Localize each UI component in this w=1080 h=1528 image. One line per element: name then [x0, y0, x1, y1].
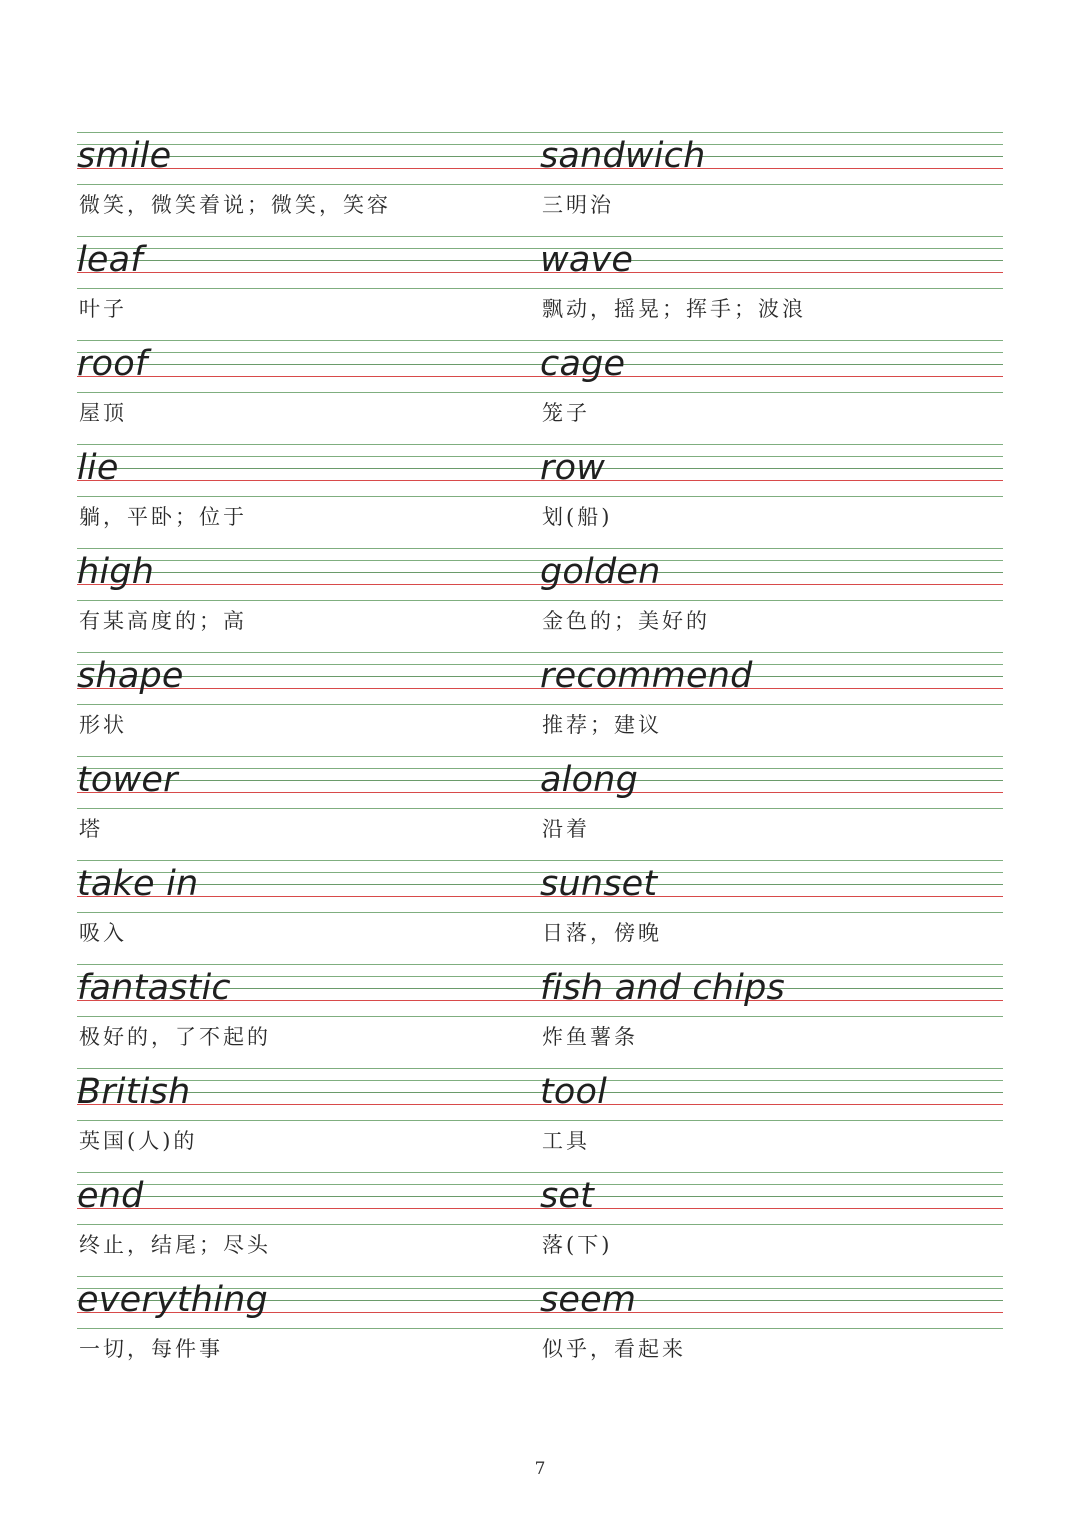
- chinese-meaning: 飘动，摇晃；挥手；波浪: [542, 297, 806, 321]
- guide-line: [77, 392, 1003, 393]
- english-word: fish and chips: [540, 968, 785, 1008]
- guide-line: [77, 288, 1003, 289]
- guide-line: [77, 444, 1003, 445]
- english-word: row: [540, 448, 606, 488]
- guide-line: [77, 756, 1003, 757]
- guide-line: [77, 1172, 1003, 1173]
- page-number: 7: [534, 1459, 546, 1479]
- guide-line: [77, 1120, 1003, 1121]
- guide-line: [77, 600, 1003, 601]
- guide-line: [77, 1224, 1003, 1225]
- guide-line: [77, 548, 1003, 549]
- vocab-row-3: [77, 340, 1003, 444]
- english-word: sandwich: [540, 136, 706, 176]
- chinese-meaning: 一切，每件事: [79, 1337, 223, 1361]
- chinese-meaning: 吸入: [79, 921, 127, 945]
- english-word: set: [540, 1176, 595, 1216]
- chinese-meaning: 终止，结尾；尽头: [79, 1233, 271, 1257]
- chinese-meaning: 屋顶: [79, 401, 127, 425]
- english-word: take in: [77, 864, 199, 904]
- chinese-meaning: 日落，傍晚: [542, 921, 662, 945]
- english-word: tower: [77, 760, 178, 800]
- vocab-row-2: [77, 236, 1003, 340]
- english-word: leaf: [77, 240, 143, 280]
- guide-line: [77, 964, 1003, 965]
- vocab-row-7: [77, 756, 1003, 860]
- english-word: wave: [540, 240, 634, 280]
- chinese-meaning: 极好的，了不起的: [79, 1025, 271, 1049]
- vocab-row-5: [77, 548, 1003, 652]
- vocab-row-11: [77, 1172, 1003, 1276]
- chinese-meaning: 划(船): [542, 505, 613, 529]
- chinese-meaning: 炸鱼薯条: [542, 1025, 638, 1049]
- chinese-meaning: 金色的；美好的: [542, 609, 710, 633]
- english-word: lie: [77, 448, 119, 488]
- chinese-meaning: 落(下): [542, 1233, 613, 1257]
- english-word: roof: [77, 344, 148, 384]
- chinese-meaning: 工具: [542, 1129, 590, 1153]
- guide-line: [77, 808, 1003, 809]
- guide-line: [77, 1328, 1003, 1329]
- chinese-meaning: 笼子: [542, 401, 590, 425]
- english-word: fantastic: [77, 968, 231, 1008]
- chinese-meaning: 沿着: [542, 817, 590, 841]
- english-word: tool: [540, 1072, 608, 1112]
- guide-line: [77, 1068, 1003, 1069]
- vocab-row-1: [77, 132, 1003, 236]
- vocab-row-10: [77, 1068, 1003, 1172]
- english-word: smile: [77, 136, 172, 176]
- chinese-meaning: 塔: [79, 817, 103, 841]
- guide-line: [77, 704, 1003, 705]
- english-word: shape: [77, 656, 184, 696]
- guide-line: [77, 860, 1003, 861]
- guide-line: [77, 184, 1003, 185]
- vocab-row-12: [77, 1276, 1003, 1380]
- english-word: recommend: [540, 656, 753, 696]
- guide-line: [77, 132, 1003, 133]
- chinese-meaning: 英国(人)的: [79, 1129, 198, 1153]
- chinese-meaning: 有某高度的；高: [79, 609, 247, 633]
- chinese-meaning: 形状: [79, 713, 127, 737]
- english-word: end: [77, 1176, 144, 1216]
- english-word: high: [77, 552, 155, 592]
- guide-line: [77, 236, 1003, 237]
- guide-line: [77, 1016, 1003, 1017]
- chinese-meaning: 三明治: [542, 193, 614, 217]
- english-word: seem: [540, 1280, 637, 1320]
- english-word: everything: [77, 1280, 268, 1320]
- english-word: sunset: [540, 864, 658, 904]
- vocab-row-9: [77, 964, 1003, 1068]
- chinese-meaning: 微笑，微笑着说；微笑，笑容: [79, 193, 391, 217]
- chinese-meaning: 推荐；建议: [542, 713, 662, 737]
- guide-line: [77, 912, 1003, 913]
- chinese-meaning: 躺，平卧；位于: [79, 505, 247, 529]
- chinese-meaning: 叶子: [79, 297, 127, 321]
- guide-line: [77, 496, 1003, 497]
- vocab-row-6: [77, 652, 1003, 756]
- vocab-row-4: [77, 444, 1003, 548]
- vocabulary-list: [77, 132, 1003, 1380]
- english-word: golden: [540, 552, 661, 592]
- guide-line: [77, 652, 1003, 653]
- guide-line: [77, 340, 1003, 341]
- english-word: cage: [540, 344, 626, 384]
- vocab-row-8: [77, 860, 1003, 964]
- english-word: British: [77, 1072, 191, 1112]
- english-word: along: [540, 760, 638, 800]
- chinese-meaning: 似乎，看起来: [542, 1337, 686, 1361]
- guide-line: [77, 1276, 1003, 1277]
